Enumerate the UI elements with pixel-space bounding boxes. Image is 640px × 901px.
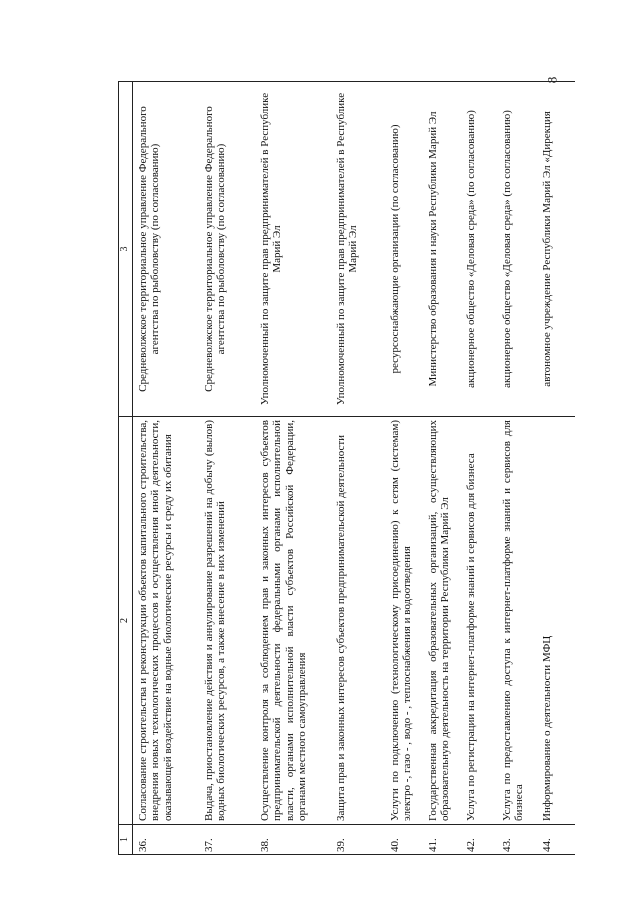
responsible-organization: автономное учреждение Республики Марий Эл «Дирекция <box>537 82 575 417</box>
row-number: 40. <box>385 825 423 855</box>
table-row <box>461 82 497 855</box>
row-number: 39. <box>331 825 385 855</box>
table-row <box>255 82 331 855</box>
service-name: Государственная аккредитация образовательных организаций, осуществляющих образовательную деятельность на территории Республики Марий Эл <box>423 417 461 825</box>
table-row <box>132 82 199 855</box>
responsible-organization: акционерное общество «Деловая среда» (по согласованию) <box>497 82 537 417</box>
row-number: 37. <box>199 825 255 855</box>
table-row <box>199 82 255 855</box>
page-number: 8 <box>543 76 559 84</box>
responsible-organization: акционерное общество «Деловая среда» (по согласованию) <box>461 82 497 417</box>
service-name: Информирование о деятельности МФЦ <box>537 417 575 825</box>
service-name: Выдача, приостановление действия и аннулирование разрешений на добычу (вылов) водных биологических ресурсов, а также внесение в них изменений <box>199 417 255 825</box>
table-row <box>537 82 575 855</box>
service-name: Защита прав и законных интересов субъектов предпринимательской деятельности <box>331 417 385 825</box>
responsible-organization: ресурсоснабжающие организации (по согласованию) <box>385 82 423 417</box>
responsible-organization: Уполномоченный по защите прав предпринимателей в Республике Марий Эл <box>255 82 331 417</box>
responsible-organization: Средневолжское территориальное управление Федерального агентства по рыболовству (по согласованию) <box>199 82 255 417</box>
row-number: 38. <box>255 825 331 855</box>
responsible-organization: Министерство образования и науки Республики Марий Эл <box>423 82 461 417</box>
service-name: Услуга по предоставлению доступа к интернет-платформе знаний и сервисов для бизнеса <box>497 417 537 825</box>
responsible-organization: Средневолжское территориальное управление Федерального агентства по рыболовству (по согласованию) <box>132 82 199 417</box>
table-row <box>331 82 385 855</box>
responsible-organization: Уполномоченный по защите прав предпринимателей в Республике Марий Эл <box>331 82 385 417</box>
table-row <box>423 82 461 855</box>
row-number: 43. <box>497 825 537 855</box>
header-col-2: 2 <box>119 417 133 825</box>
header-col-1: 1 <box>119 825 133 855</box>
table-row <box>497 82 537 855</box>
service-name: Осуществление контроля за соблюдением прав и законных интересов субъектов предпринимательской деятельности федеральными органами исполнительной власти, органами исполнительной власти субъектов Российской Федерации, органами местного самоуправления <box>255 417 331 825</box>
row-number: 41. <box>423 825 461 855</box>
service-name: Услуги по подключению (технологическому присоединению) к сетям (системам) электро -, газо - , водо - , теплоснабжения и водоотведения <box>385 417 423 825</box>
row-number: 42. <box>461 825 497 855</box>
header-col-3: 3 <box>119 82 133 417</box>
row-number: 44. <box>537 825 575 855</box>
service-name: Услуга по регистрации на интернет-платформе знаний и сервисов для бизнеса <box>461 417 497 825</box>
service-name: Согласование строительства и реконструкции объектов капитального строительства, внедрения новых технологических процессов и осуществления иной деятельности, оказывающей воздействие на водные биологические ресурсы и среду их обитания <box>132 417 199 825</box>
table-row <box>385 82 423 855</box>
row-number: 36. <box>132 825 199 855</box>
services-table <box>118 81 575 855</box>
table-header-row <box>119 82 133 855</box>
services-table-container <box>118 82 553 855</box>
